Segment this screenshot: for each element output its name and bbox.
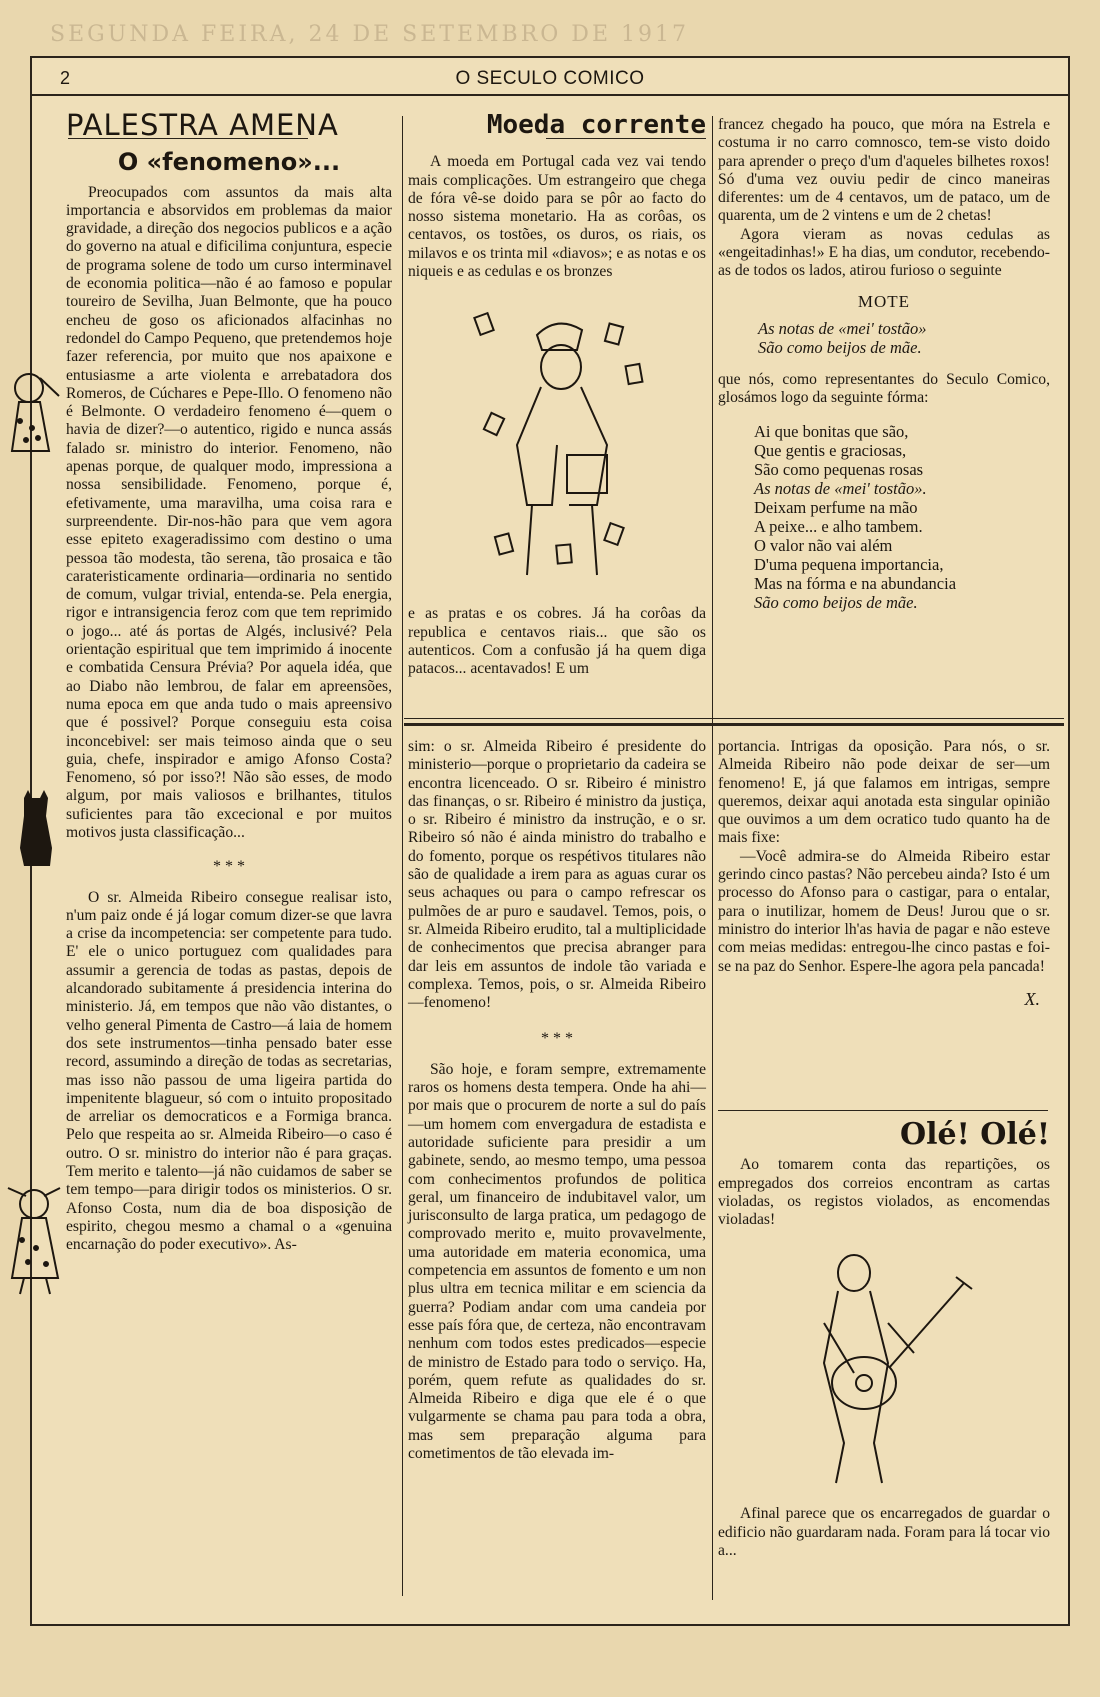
ole-title: Olé! Olé!	[899, 1117, 1050, 1152]
verse-line: São como beijos de mãe.	[754, 592, 918, 612]
moeda-paragraph: e as pratas e os cobres. Já ha corôas da republica e centavos riais... que são os autenticos. Com a confusão já ha quem diga patacos... acentavados! E um	[408, 605, 706, 678]
verse-line: As notas de «mei' tostão».	[754, 478, 927, 498]
ole-paragraph: Ao tomarem conta das repartições, os empregados dos correios encontram as cartas violadas, os registos violados, as encomendas violadas!	[718, 1156, 1050, 1229]
verse-line: Mas na fórma e na abundancia	[754, 573, 957, 593]
verse-line: D'uma pequena importancia,	[754, 554, 944, 574]
mote-line: As notas de «mei' tostão»	[758, 318, 927, 338]
newspaper-page	[30, 56, 1070, 1626]
moeda-paragraph: que nós, como representantes do Seculo Comico, glosámos logo da seguinte fórma:	[718, 370, 1050, 407]
page-number: 2	[60, 68, 71, 88]
ole-column	[718, 1117, 1050, 1560]
page-header	[32, 58, 1068, 96]
double-rule	[404, 723, 1064, 726]
moeda-column	[408, 110, 706, 679]
verse-line: Que gentis e graciosas,	[754, 440, 907, 460]
margin-figure-icon	[4, 366, 64, 466]
verse-line: São como pequenas rosas	[754, 459, 924, 479]
article-paragraph: —Você admira-se do Almeida Ribeiro estar gerindo cinco pastas? Não percebeu ainda? Isto é um processo do Afonso para o castigar, para o entalar, para o inutilizar, homem de Deus! Jurou que o sr. ministro do interior lh'as havia de pagar e não esteve com meias medidas: entregou-lhe cinco pastas e foi-se na paz do Senhor. Espere-lhe agora pela pancada!	[718, 847, 1050, 975]
verse-line: Ai que bonitas que são,	[754, 421, 909, 441]
article-title: O «fenomeno»...	[117, 148, 341, 177]
section-stars: * * *	[541, 1030, 573, 1048]
section-stars: * * *	[213, 858, 245, 876]
newspaper-title: O SECULO COMICO	[455, 68, 645, 89]
guitarist-illustration	[784, 1243, 984, 1493]
article-column-2	[408, 738, 706, 1463]
column-divider	[712, 730, 713, 1600]
column-divider	[712, 116, 713, 766]
moeda-column-continued	[718, 116, 1050, 612]
article-paragraph: Preocupados com assuntos da mais alta importancia e absorvidos em problemas da maior gravidade, a direção dos negocios publicos e a ação do governo na atual e dificilima conjuntura, especie de programa solene de todo um curso interminavel de economia politica—não é ao famoso e popular toureiro de Sevilha, Juan Belmonte, que ha pouco encheu de goso os aficionados alfacinhas no redondel do Campo Pequeno, que pretendemos hoje fazer referencia, por muito que nos apaixone e entusiasme a arte violenta e arrebatadora dos Romeros, de Cúchares e Pepe-Illo. O fenomeno não é Belmonte. O verdadeiro fenomeno é—quem o havia de dizer?—o autentico, rigido e nunca assás falado sr. ministro do interior. Fenomeno, não apenas porque, de qualquer modo, impressiona a nossa sensibilidade. Fenomeno, porque é, efetivamente, uma maravilha, uma coisa rara e surpreendente. Dir-nos-hão para que vem agora esse epiteto exageradissimo com destino o uma pessoa tão modesta, tão serena, tão prosaica e tão carateristicamente ordinaria—ordinaria no sentido de comum, vulgar trivial, entenda-se. Pela energia, rigor e intransigencia feroz com que tem reprimido o jogo... até ás portas de Algés, inclusivé? Pela orientação espiritual que tem imprimido á inocente e combatida Censura Prévia? Por aquela idéa, que ao Diabo não lembrou, de falar em apreensões, numa epoca em que anda tudo o mais apreensivo que é possivel? Porque conseguiu esta coisa inconcebivel: ser mais teimoso ainda que o seu guia, chefe, inspirador e amigo Afonso Costa? Fenomeno, só por isso?! Não são esses, de modo algum, por mais valiosos e brilhantes, titulos suficientes para tão excecional e por muitos motivos justa classificação...	[66, 183, 392, 841]
moeda-title: Moeda corrente	[486, 110, 706, 140]
article-paragraph: São hoje, e foram sempre, extremamente raros os homens desta tempera. Onde ha ahi—por mais que o procurem de norte a sul do país—um homem com envergadura de estadista e autoridade suficiente para presidir a um gabinete, sendo, ao mesmo tempo, uma pessoa com conhecimentos profundos de politica geral, um financeiro de indubitavel valor, um jurisconsulto de larga pratica, um pedagogo de comprovado merito e, muito provavelmente, uma autoridade em materia economica, uma competencia em assuntos de fomento e um non plus ultra em tecnica militar e em sciencia da guerra? Podiam andar com uma candeia por esse país fóra que, de certeza, não encontravam nenhum com todos estes predicados—especie de ministro de Estado para todo o serviço. Ha, porém, quem refute as qualidades do sr. Almeida Ribeiro e diga que ele é o que vulgarmente se chama pau para toda a obra, mas sem preparação alguma para cometimentos de tão elevada im-	[408, 1060, 706, 1462]
article-paragraph: portancia. Intrigas da oposição. Para nós, o sr. Almeida Ribeiro não pode deixar de ser—um fenomeno! E, já que falamos em intrigas, sempre queremos, deixar aqui anotada esta singular opinião que ouvimos a um dem ocratico tudo quanto ha de mais fixe:	[718, 738, 1050, 847]
double-rule	[404, 718, 1064, 719]
article-paragraph: O sr. Almeida Ribeiro consegue realisar isto, n'um paiz onde é já logar comum dizer-se que lavra a crise da incompetencia: ser competente para tudo. E' ele o unico portuguez com qualidades para assumir a gerencia de todas as pastas, depois de alcandorado subitamente á presidencia interina do ministerio. Já, em tempos que não vão distantes, o velho general Pimenta de Castro—á laia de homem dos sete instrumentos—tinha pensado bater esse record, assumindo a direção de todas as secretarias, mas isso não passou de uma ligeira partida do impenitente blagueur, só com o intuito propositado de arreliar os democraticos e a Formiga branca. Pelo que respeita ao sr. Almeida Ribeiro—o caso é outro. O sr. ministro do interior não é para graças. Tem merito e talento—já não cuidamos de saber se tem tempo—para dirigir todos os ministerios. O sr. Afonso Costa, num dia de boa disposição de espirito, chegou mesmo a chamal o a «genuina encarnação do poder executivo». As-	[66, 888, 392, 1254]
ole-paragraph: Afinal parece que os encarregados de guardar o edificio não guardaram nada. Foram para lá tocar vio a...	[718, 1505, 1050, 1560]
mote-line: São como beijos de mãe.	[758, 337, 922, 357]
margin-figure-icon	[4, 1178, 68, 1298]
cat-silhouette-icon	[10, 788, 60, 868]
signature: X.	[1024, 988, 1040, 1009]
article-column-3	[718, 738, 1050, 1008]
verse-line: Deixam perfume na mão	[754, 497, 918, 517]
section-rule	[718, 1110, 1048, 1111]
moeda-paragraph: A moeda em Portugal cada vez vai tendo mais complicações. Um estrangeiro que chega de fóra vê-se doido para se pôr ao facto do nosso sistema monetario. Ha as corôas, os centavos, os tostões, os duros, os riais, os milavos e os trinta mil «diavos»; e as notas e os niqueis e as cedulas e os bronzes	[408, 153, 706, 281]
moeda-paragraph: francez chegado ha pouco, que móra na Estrela e costuma ir no carro comnosco, tem-se visto doido para aprender o preço d'um d'aqueles bilhetes roxos! Só d'uma vez ouviu pedir de cinco maneiras diferentes: um de 4 centavos, um de pataco, um de quarenta, um de 2 vintens e um de 2 chetas!	[718, 116, 1050, 225]
article-paragraph: sim: o sr. Almeida Ribeiro é presidente do ministerio—porque o proprietario da cadeira se encontra licenceado. O sr. Ribeiro é ministro das finanças, o sr. Ribeiro é ministro da justiça, o sr. Ribeiro é ministro da instrução, e o sr. Ribeiro só não é ainda ministro do trabalho e do fomento, porque os respétivos titulares não são de qualidade a irem para as aguas curar os seus achaques ou para o campo refrescar os pulmões de ar puro e saudavel. Temos, pois, o sr. Almeida Ribeiro erudito, tal a multiplicidade de conhecimentos que precisa abranger para dar leis em assuntos de indole tão variada e complexa. Temos, pois, o sr. Almeida Ribeiro—fenomeno!	[408, 738, 706, 1012]
verse-line: A peixe... e alho tambem.	[754, 516, 923, 536]
column-1	[66, 108, 392, 1255]
verse-line: O valor não vai além	[754, 535, 893, 555]
verse-block	[754, 422, 1050, 612]
section-title: PALESTRA AMENA	[66, 108, 339, 142]
bleed-through-text: SEGUNDA FEIRA, 24 DE SETEMBRO DE 1917	[50, 22, 689, 47]
postman-illustration	[457, 295, 657, 595]
moeda-paragraph: Agora vieram as novas cedulas as «engeitadinhas!» E ha dias, um condutor, recebendo-as de todos os lados, atirou furioso o seguinte	[718, 225, 1050, 280]
mote-title: MOTE	[857, 291, 911, 311]
column-divider	[402, 116, 403, 1596]
